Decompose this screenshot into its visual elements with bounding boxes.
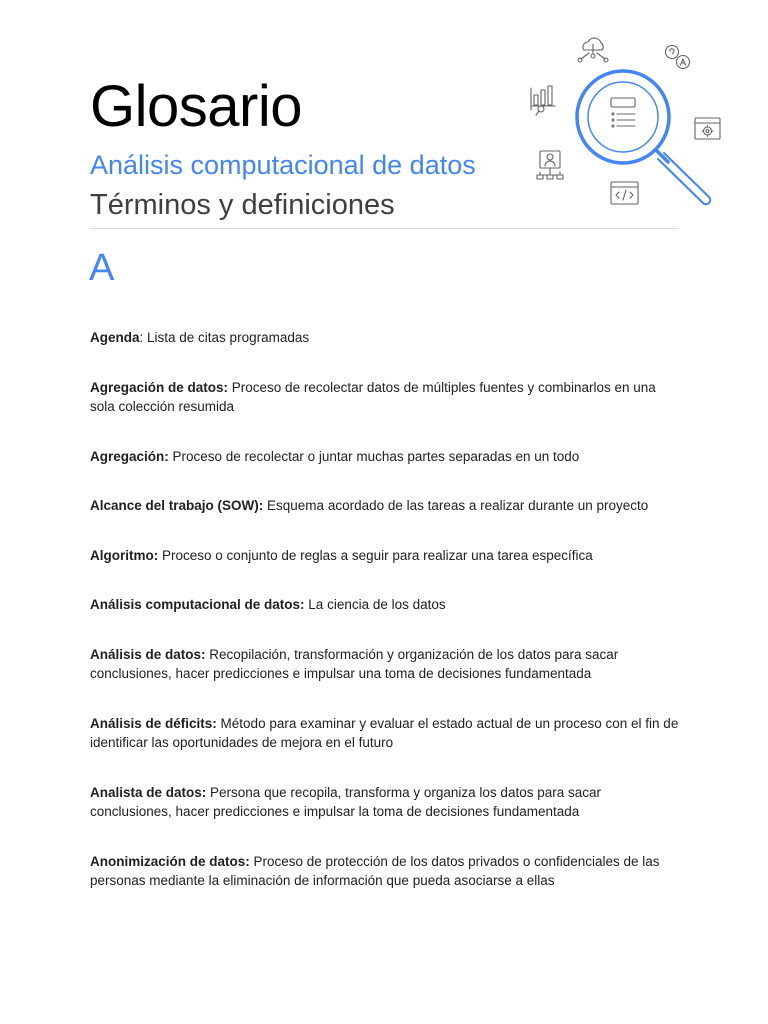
document-subtitle: Análisis computacional de datos — [90, 150, 476, 180]
cloud-network-icon — [578, 38, 608, 62]
glossary-term: Anonimización de datos: — [90, 853, 250, 869]
glossary-entry — [90, 852, 680, 901]
header-divider — [90, 228, 678, 229]
chat-bubbles-icon — [666, 46, 690, 69]
glossary-definition: Recopilación, transformación y organización de los datos para sacar conclusiones, hacer predicciones e impulsar una toma de decisiones fundamentada — [90, 646, 619, 682]
glossary-definition: Proceso de recolectar datos de múltiples fuentes y combinarlos en una sola colección resumida — [90, 379, 656, 415]
glossary-term: Agregación: — [90, 448, 169, 464]
glossary-term: Agregación de datos: — [90, 379, 229, 395]
glossary-entry — [90, 447, 680, 477]
glossary-term: Analista de datos: — [90, 784, 207, 800]
glossary-definition: Proceso o conjunto de reglas a seguir para realizar una tarea específica — [158, 547, 593, 563]
glossary-entry — [90, 378, 680, 427]
glossary-entry — [90, 714, 680, 763]
glossary-term: Análisis computacional de datos: — [90, 597, 305, 613]
glossary-entry — [90, 645, 680, 694]
glossary-definition: Método para examinar y evaluar el estado actual de un proceso con el fin de identificar las oportunidades de mejora en el futuro — [90, 715, 679, 751]
glossary-entry — [90, 496, 680, 526]
page-title: Glosario — [90, 74, 302, 139]
gear-window-icon — [695, 118, 720, 139]
glossary-definition: : Lista de citas programadas — [139, 330, 310, 345]
glossary-term: Algoritmo: — [90, 547, 159, 563]
glossary-entry — [90, 783, 680, 832]
glossary-term: Análisis de déficits: — [90, 715, 217, 731]
glossary-entry — [90, 328, 680, 358]
glossary-definition: La ciencia de los datos — [304, 597, 446, 613]
glossary-term: Agenda — [90, 330, 140, 345]
glossary-term: Análisis de datos: — [90, 646, 206, 662]
glossary-definition: Esquema acordado de las tareas a realizar durante un proyecto — [263, 498, 649, 514]
list-icon — [611, 98, 635, 127]
person-network-icon — [537, 151, 563, 179]
glossary-entry — [90, 595, 680, 625]
section-letter-heading: A — [89, 247, 115, 289]
chart-icon — [531, 86, 555, 115]
glossary-definition: Persona que recopila, transforma y organiza los datos para sacar conclusiones, hacer predicciones e impulsar la toma de decisiones fundamentada — [90, 784, 601, 820]
glossary-entries — [90, 328, 680, 921]
glossary-definition: Proceso de protección de los datos privados o confidenciales de las personas mediante la eliminación de información que pueda asociarse a ellas — [90, 853, 660, 889]
code-window-icon — [611, 182, 638, 204]
glossary-definition: Proceso de recolectar o juntar muchas partes separadas en un todo — [168, 448, 580, 464]
document-subheading: Términos y definiciones — [90, 189, 395, 221]
magnifier-icon — [577, 71, 710, 204]
glossary-term: Alcance del trabajo (SOW): — [90, 498, 264, 514]
data-analysis-illustration — [505, 25, 737, 215]
glossary-entry — [90, 546, 680, 576]
